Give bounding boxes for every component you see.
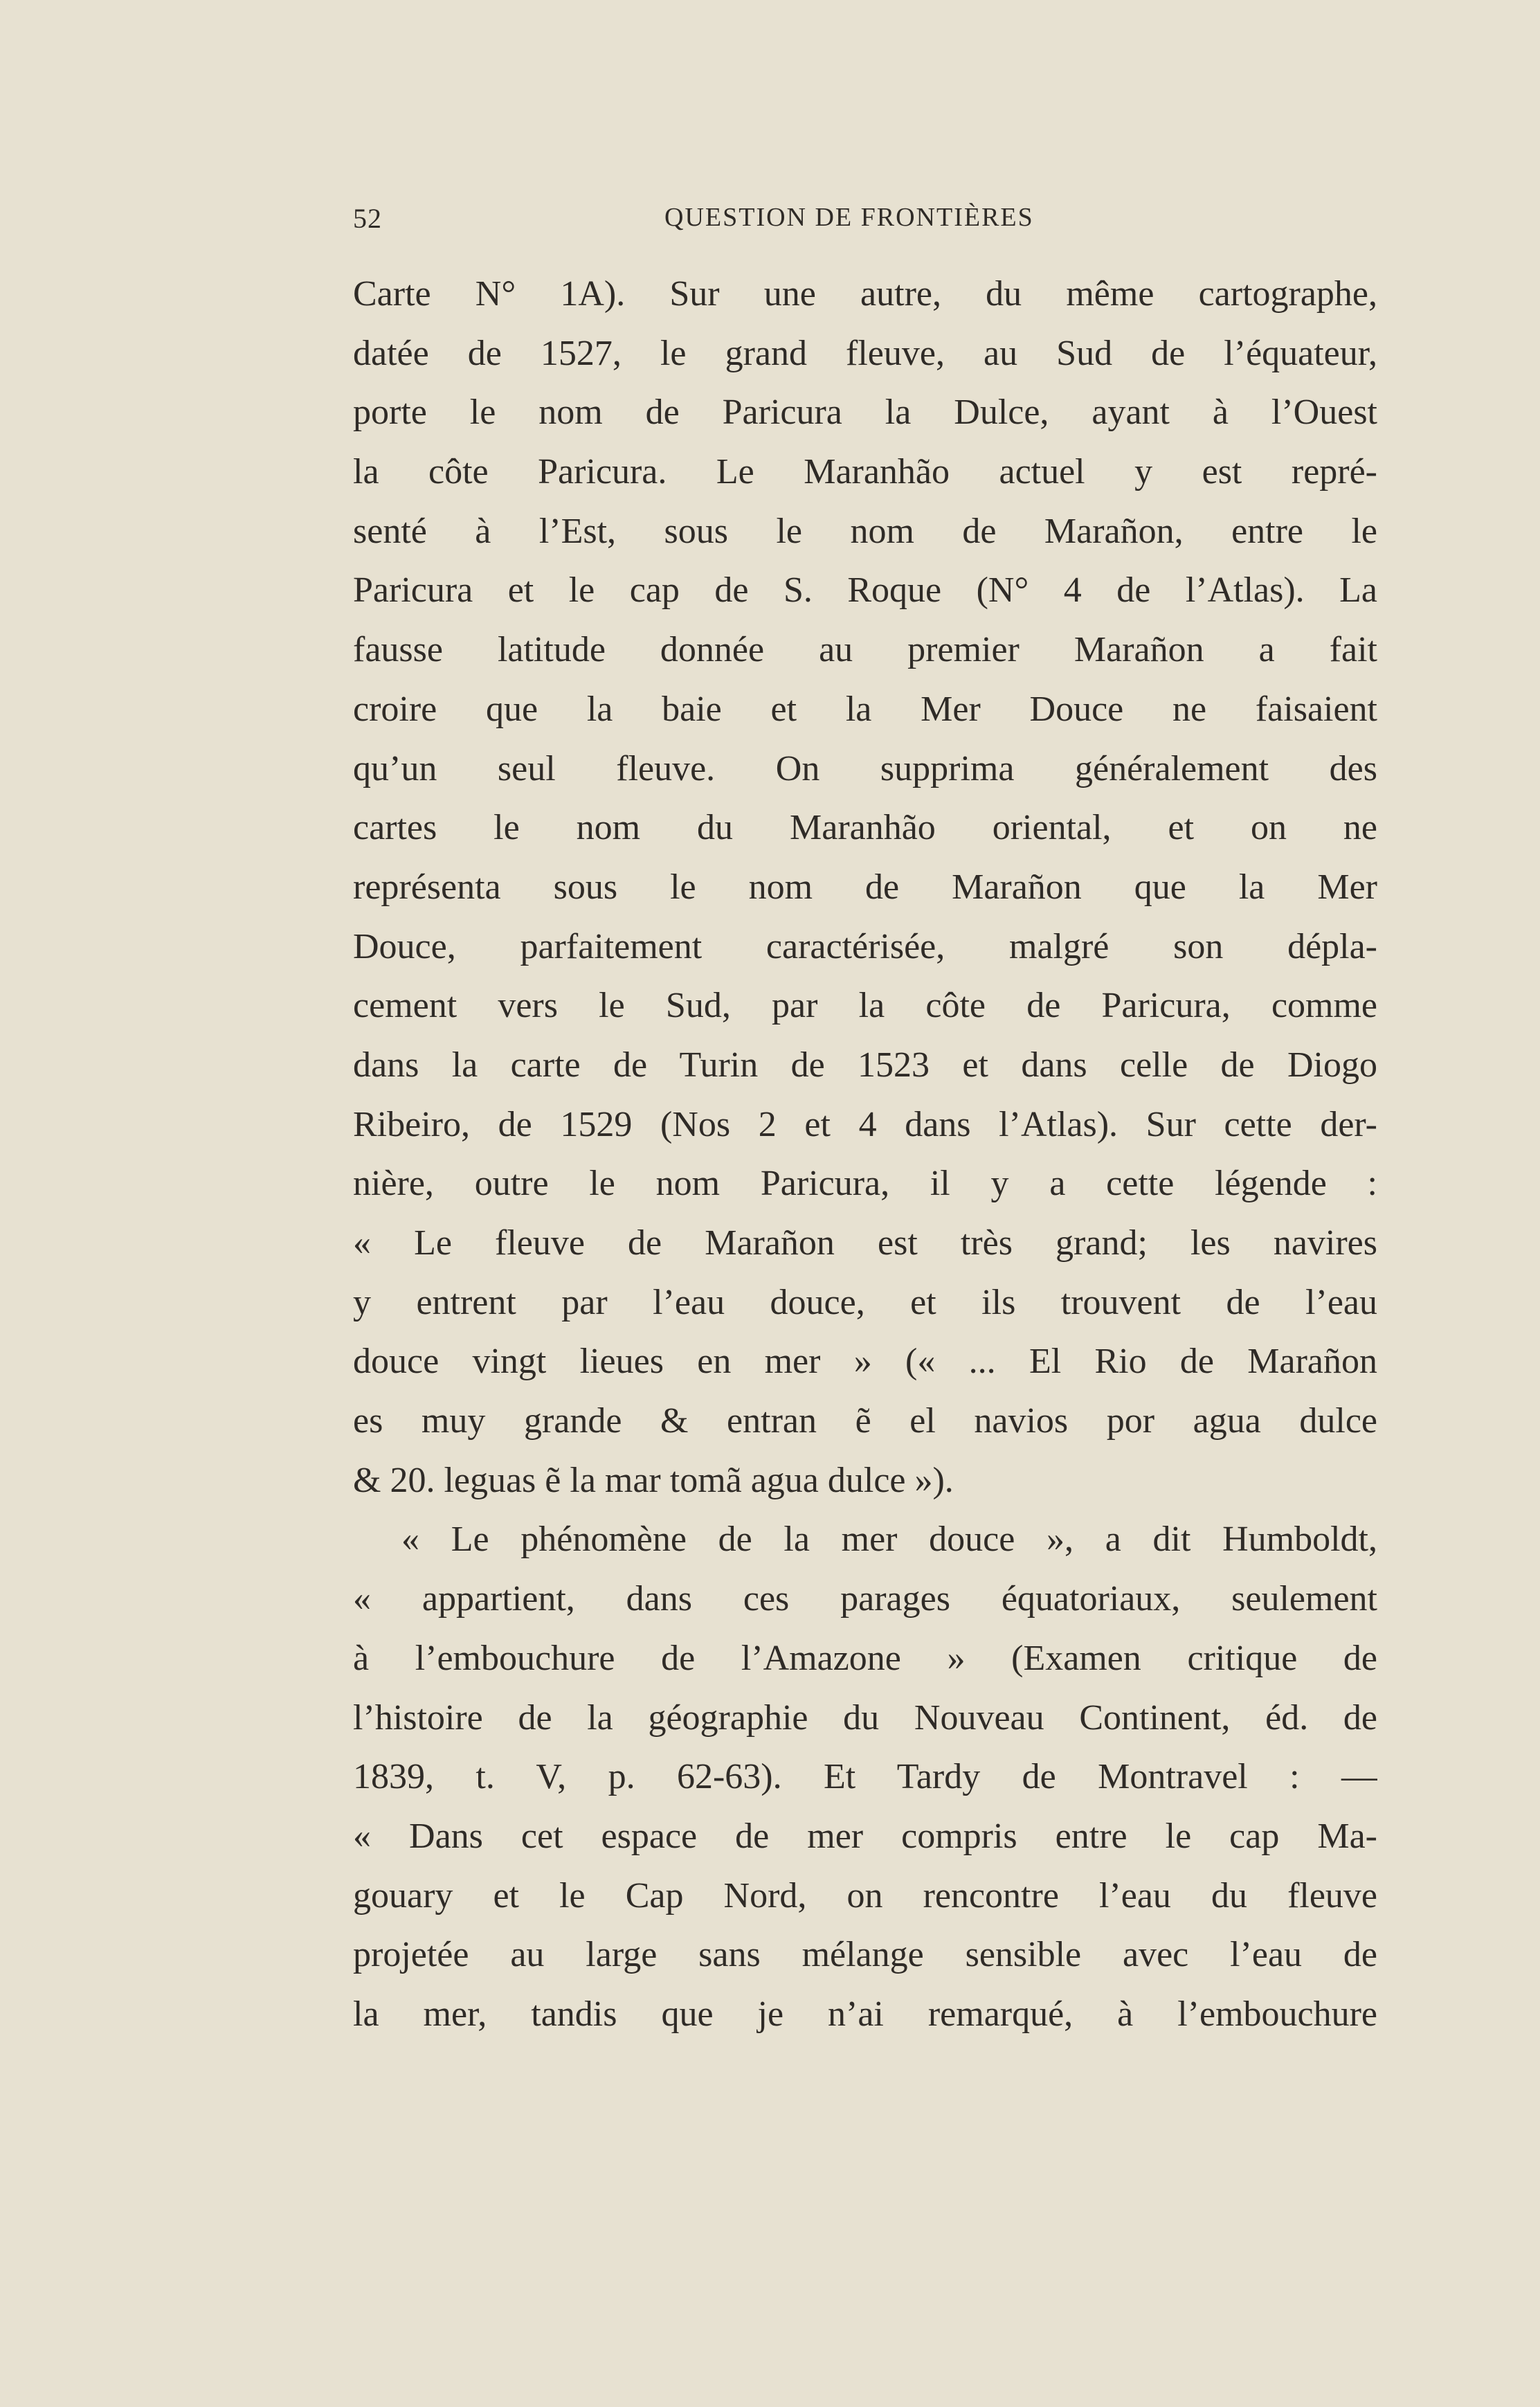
text-line: à l’embouchure de l’Amazone » (Examen critique de <box>353 1638 1377 1678</box>
text-line: qu’un seul fleuve. On supprima généralement des <box>353 748 1377 788</box>
text-line: projetée au large sans mélange sensible avec l’eau de <box>353 1935 1377 1975</box>
text-line: dans la carte de Turin de 1523 et dans celle de Diogo <box>353 1045 1377 1085</box>
text-line: cartes le nom du Maranhão oriental, et on ne <box>353 808 1377 848</box>
text-line: nière, outre le nom Paricura, il y a cette légende : <box>353 1164 1377 1204</box>
text-line: douce vingt lieues en mer » (« ... El Rio de Marañon <box>353 1342 1377 1382</box>
page-header <box>353 202 1377 244</box>
text-line: Paricura et le cap de S. Roque (N° 4 de l’Atlas). La <box>353 570 1377 611</box>
text-line: la mer, tandis que je n’ai remarqué, à l’embouchure <box>353 1994 1377 2034</box>
text-line: Carte N° 1A). Sur une autre, du même cartographe, <box>353 274 1377 314</box>
body-text <box>353 264 1377 2044</box>
text-line: datée de 1527, le grand fleuve, au Sud de l’équateur, <box>353 333 1377 373</box>
text-line: fausse latitude donnée au premier Marañon a fait <box>353 630 1377 670</box>
text-line: gouary et le Cap Nord, on rencontre l’eau du fleuve <box>353 1875 1377 1915</box>
text-line: « Le fleuve de Marañon est très grand; les navires <box>353 1223 1377 1263</box>
text-line: Ribeiro, de 1529 (Nos 2 et 4 dans l’Atlas). Sur cette der- <box>353 1104 1377 1144</box>
text-line: représenta sous le nom de Marañon que la Mer <box>353 867 1377 907</box>
text-line: Douce, parfaitement caractérisée, malgré son dépla- <box>353 926 1377 966</box>
running-title: QUESTION DE FRONTIÈRES <box>664 203 1034 232</box>
text-line: porte le nom de Paricura la Dulce, ayant à l’Ouest <box>353 393 1377 433</box>
text-line: & 20. leguas ẽ la mar tomã agua dulce »). <box>353 1460 954 1500</box>
text-line: croire que la baie et la Mer Douce ne faisaient <box>353 689 1377 729</box>
text-line: l’histoire de la géographie du Nouveau Continent, éd. de <box>353 1697 1377 1738</box>
page-number: 52 <box>353 203 382 234</box>
text-line: 1839, t. V, p. 62-63). Et Tardy de Montravel : — <box>353 1757 1377 1797</box>
text-line: es muy grande & entran ẽ el navios por agua dulce <box>353 1401 1377 1441</box>
text-line: « Dans cet espace de mer compris entre le cap Ma- <box>353 1816 1377 1856</box>
text-line: la côte Paricura. Le Maranhão actuel y est repré- <box>353 452 1377 492</box>
text-line: y entrent par l’eau douce, et ils trouvent de l’eau <box>353 1282 1377 1322</box>
text-line: cement vers le Sud, par la côte de Paricura, comme <box>353 986 1377 1026</box>
text-line: « Le phénomène de la mer douce », a dit Humboldt, <box>401 1520 1377 1560</box>
text-line: senté à l’Est, sous le nom de Marañon, entre le <box>353 511 1377 551</box>
text-line: « appartient, dans ces parages équatoriaux, seulement <box>353 1579 1377 1619</box>
